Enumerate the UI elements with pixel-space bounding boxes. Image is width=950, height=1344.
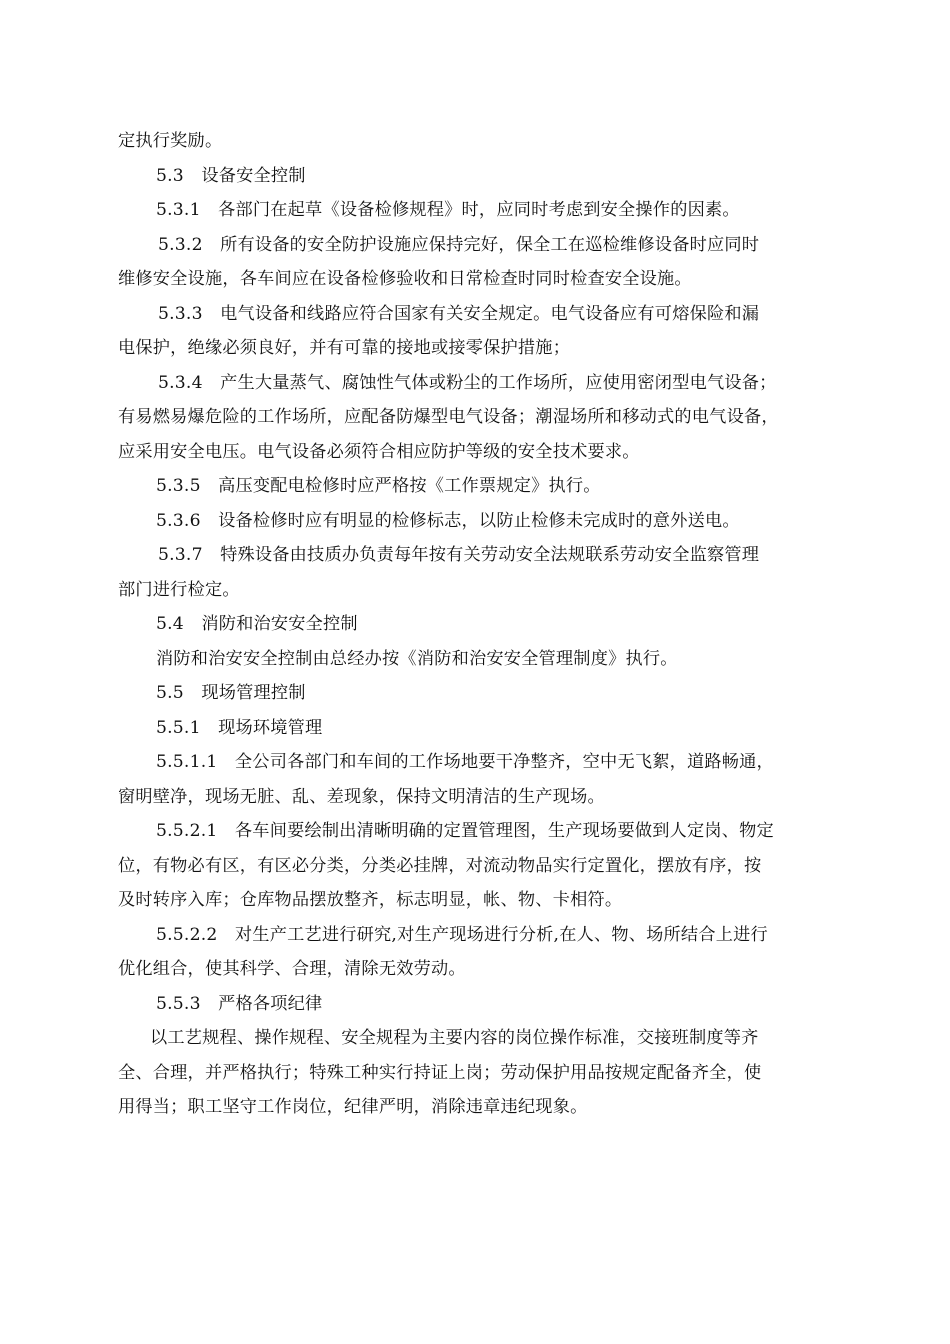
section-heading: 5.5.3 严格各项纪律 — [156, 993, 323, 1014]
paragraph-line: 部门进行检定。 — [118, 579, 240, 600]
paragraph-line: 5.5.2.2 对生产工艺进行研究,对生产现场进行分析,在人、物、场所结合上进行 — [156, 924, 768, 945]
paragraph-line: 5.3.3 电气设备和线路应符合国家有关安全规定。电气设备应有可熔保险和漏 — [158, 303, 760, 324]
paragraph-line: 5.5.2.1 各车间要绘制出清晰明确的定置管理图，生产现场要做到人定岗、物定 — [156, 821, 774, 841]
section-heading: 5.5 现场管理控制 — [156, 683, 306, 703]
document-body — [118, 124, 833, 1125]
paragraph-line: 5.3.1 各部门在起草《设备检修规程》时，应同时考虑到安全操作的因素。 — [156, 200, 740, 220]
paragraph-line: 5.5.1.1 全公司各部门和车间的工作场地要干净整齐，空中无飞絮，道路畅通， — [156, 752, 774, 772]
paragraph-line: 应采用安全电压。电气设备必须符合相应防护等级的安全技术要求。 — [118, 441, 640, 462]
paragraph-line: 用得当；职工坚守工作岗位，纪律严明，消除违章违纪现象。 — [118, 1097, 588, 1117]
paragraph-line: 以工艺规程、操作规程、安全规程为主要内容的岗位操作标准，交接班制度等齐 — [150, 1028, 759, 1048]
section-heading: 5.4 消防和治安安全控制 — [156, 614, 358, 634]
paragraph-line: 5.3.2 所有设备的安全防护设施应保持完好，保全工在巡检维修设备时应同时 — [158, 234, 760, 255]
paragraph-line: 维修安全设施，各车间应在设备检修验收和日常检查时同时检查安全设施。 — [118, 269, 692, 289]
paragraph-line: 5.3.5 高压变配电检修时应严格按《工作票规定》执行。 — [156, 476, 601, 496]
paragraph-line: 5.3.7 特殊设备由技质办负责每年按有关劳动安全法规联系劳动安全监察管理 — [158, 545, 760, 565]
paragraph-line: 5.3.4 产生大量蒸气、腐蚀性气体或粉尘的工作场所，应使用密闭型电气设备； — [158, 372, 777, 393]
paragraph-line: 有易燃易爆危险的工作场所，应配备防爆型电气设备；潮湿场所和移动式的电气设备， — [118, 407, 779, 427]
section-heading: 5.5.1 现场环境管理 — [156, 717, 323, 738]
paragraph-line: 5.3.6 设备检修时应有明显的检修标志，以防止检修未完成时的意外送电。 — [156, 510, 740, 531]
paragraph-line: 定执行奖励。 — [118, 131, 223, 151]
paragraph-line: 电保护，绝缘必须良好，并有可靠的接地或接零保护措施； — [118, 338, 571, 358]
paragraph-line: 消防和治安安全控制由总经办按《消防和治安安全管理制度》执行。 — [156, 648, 678, 669]
section-heading: 5.3 设备安全控制 — [156, 165, 306, 186]
paragraph-line: 及时转序入库；仓库物品摆放整齐，标志明显，帐、物、卡相符。 — [118, 890, 623, 910]
paragraph-line: 全、合理，并严格执行；特殊工种实行持证上岗；劳动保护用品按规定配备齐全，使 — [118, 1062, 762, 1083]
paragraph-line: 优化组合，使其科学、合理，清除无效劳动。 — [118, 959, 466, 979]
paragraph-line: 位，有物必有区，有区必分类，分类必挂牌，对流动物品实行定置化，摆放有序，按 — [118, 855, 762, 876]
paragraph-line: 窗明壁净，现场无脏、乱、差现象，保持文明清洁的生产现场。 — [118, 786, 605, 807]
